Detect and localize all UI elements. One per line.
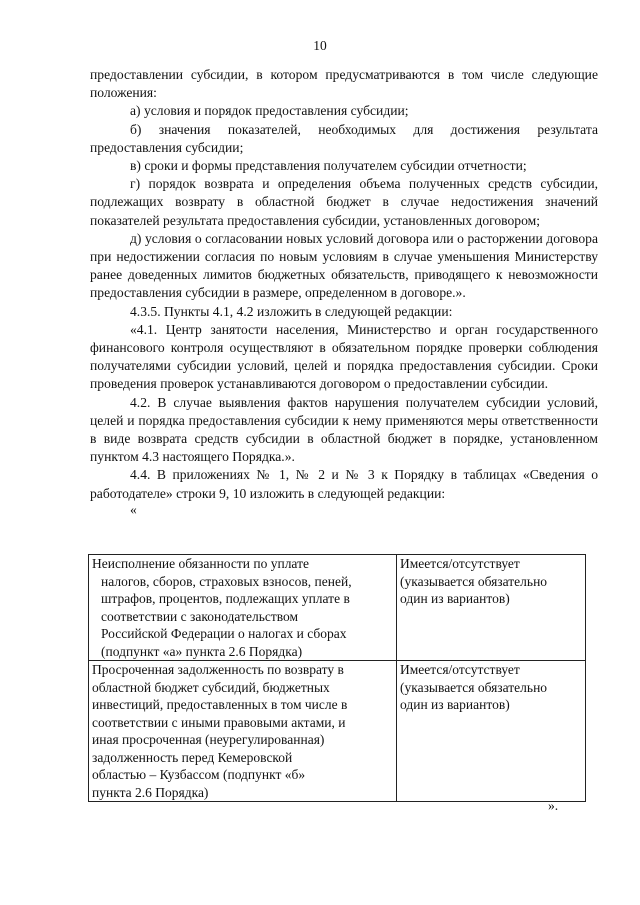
paragraph-item-g: г) порядок возврата и определения объема полученных средств субсидии, подлежащих возврату в областной бюджет в случае недостижения значений показателей результата предоставления субсидии, установленных договором; — [90, 176, 598, 228]
cell-line: Просроченная задолженность по возврату в — [92, 662, 344, 677]
cell-line: областью – Кузбассом (подпункт «б» — [92, 767, 306, 782]
cell-line: соответствии с иными правовыми актами, и — [92, 714, 346, 730]
cell-line: иная просроченная (неурегулированная) — [92, 732, 325, 747]
table-cell-criterion — [89, 555, 397, 661]
cell-line: соответствии с законодательством — [101, 608, 299, 624]
cell-line: (указывается обязательно — [400, 573, 548, 589]
cell-line: Имеется/отсутствует — [400, 662, 520, 677]
cell-line: (подпункт «а» пункта 2.6 Порядка) — [101, 643, 303, 659]
paragraph-item-a: а) условия и порядок предоставления субсидии; — [130, 103, 409, 119]
cell-line: пункта 2.6 Порядка) — [92, 784, 209, 800]
cell-line: инвестиций, предоставленных в том числе в — [92, 697, 348, 712]
cell-line: штрафов, процентов, подлежащих уплате в — [101, 591, 350, 606]
cell-line: Российской Федерации о налогах и сборах — [101, 626, 347, 641]
cell-line: областной бюджет субсидий, бюджетных — [92, 679, 330, 695]
paragraph-item-b: б) значения показателей, необходимых для достижения результата предоставления субсидии; — [90, 121, 598, 155]
paragraph-4-4: 4.4. В приложениях № 1, № 2 и № 3 к Порядку в таблицах «Сведения о работодателе» строки 9, 10 изложить в следующей редакции: — [90, 467, 598, 501]
table-row — [89, 555, 586, 661]
cell-line: Неисполнение обязанности по уплате — [92, 556, 309, 571]
table-cell-status — [397, 661, 586, 802]
document-body — [90, 66, 598, 517]
cell-line: задолженность перед Кемеровской — [92, 749, 293, 765]
page-number: 10 — [313, 38, 327, 53]
cell-line: один из вариантов) — [400, 697, 510, 712]
paragraph-item-d: д) условия о согласовании новых условий договора или о расторжении договора при недостижении согласия по новым условиям в случае уменьшения Министерству ранее доведенных лимитов бюджетных обязательств, приводящего к невозможности предоставления субсидии в размере, определенном в договоре.». — [90, 230, 598, 301]
table-cell-status — [397, 555, 586, 661]
paragraph-item-v: в) сроки и формы представления получателем субсидии отчетности; — [130, 158, 527, 174]
closing-quote: ». — [548, 798, 559, 813]
cell-line: налогов, сборов, страховых взносов, пеней, — [101, 573, 352, 589]
table-row — [89, 661, 586, 802]
paragraph-4-3-5: 4.3.5. Пункты 4.1, 4.2 изложить в следующей редакции: — [130, 303, 453, 319]
paragraph-4-1: «4.1. Центр занятости населения, Министерство и орган государственного финансового контроля осуществляют в обязательном порядке проверки соблюдения получателями субсидии условий, целей и порядка предоставления субсидии. Сроки проведения проверок устанавливаются договором о предоставлении субсидии. — [90, 321, 598, 392]
cell-line: Имеется/отсутствует — [400, 556, 520, 571]
table-cell-criterion — [89, 661, 397, 802]
paragraph-intro: предоставлении субсидии, в котором предусматриваются в том числе следующие положения: — [90, 67, 598, 101]
cell-line: один из вариантов) — [400, 591, 510, 606]
paragraph-4-2: 4.2. В случае выявления фактов нарушения получателем субсидии условий, целей и порядка предоставления субсидии к нему применяются меры ответственности в виде возврата средств субсидии в областной бюджет в порядке, установленном пунктом 4.3 настоящего Порядка.». — [90, 394, 598, 465]
opening-quote: « — [130, 501, 137, 517]
employer-info-table — [88, 554, 586, 802]
cell-line: (указывается обязательно — [400, 679, 548, 695]
